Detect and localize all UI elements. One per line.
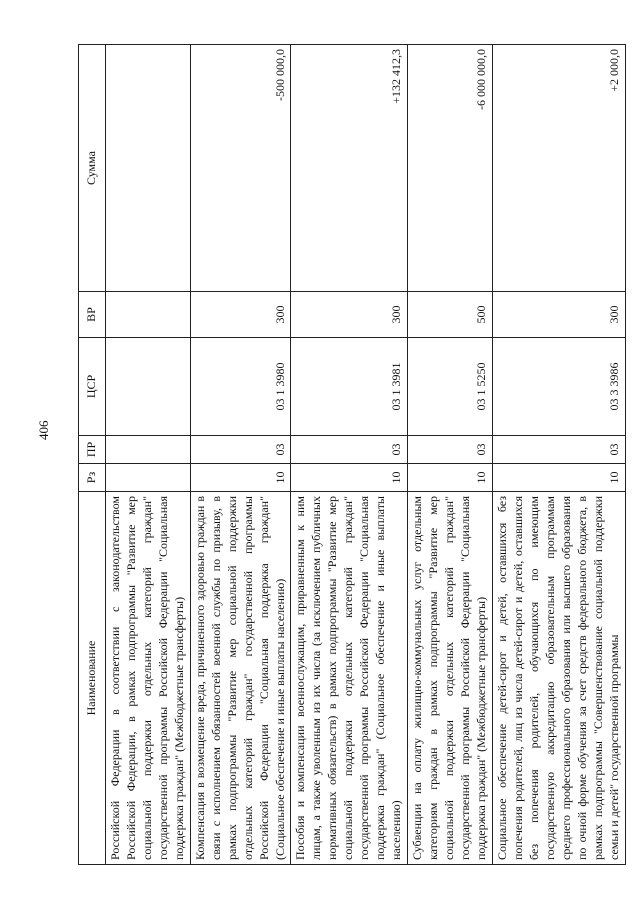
row-name: Компенсация в возмещение вреда, причиненного здоровью граждан в связи с исполнением обязанностей военной службы по призыву, в рамках подпрограммы "Развитие мер социальной поддержки отдельных категорий граждан" государственной программы Российской Федерации "Социальная поддержка граждан" (Социальное обеспечение и иные выплаты населению) xyxy=(190,492,291,865)
row-rz: 10 xyxy=(291,464,408,492)
row-sum: +132 412,3 xyxy=(291,45,408,292)
row-csr: 03 1 5250 xyxy=(408,338,493,436)
row-csr: 03 3 3986 xyxy=(492,338,625,436)
table-row xyxy=(190,45,291,865)
header-vr: ВР xyxy=(79,292,106,338)
table-row xyxy=(408,45,493,865)
row-vr: 300 xyxy=(492,292,625,338)
row-csr xyxy=(106,338,191,436)
row-rz: 10 xyxy=(408,464,493,492)
table-row xyxy=(492,45,625,865)
row-name: Субвенции на оплату жилищно-коммунальных услуг отдельным категориям граждан в рамках подпрограммы "Развитие мер социальной поддержки отдельных категорий граждан" государственной программы Российской Федерации "Социальная поддержка граждан" (Межбюджетные трансферты) xyxy=(408,492,493,865)
row-csr: 03 1 3981 xyxy=(291,338,408,436)
row-vr: 500 xyxy=(408,292,493,338)
header-name: Наименование xyxy=(79,492,106,865)
row-pr: 03 xyxy=(408,436,493,464)
row-vr xyxy=(106,292,191,338)
table-header-row xyxy=(79,45,106,865)
row-name: Пособия и компенсации военнослужащим, приравненным к ним лицам, а также уволенным из их числа (за исключением публичных нормативных обязательств) в рамках подпрограммы "Развитие мер социальной поддержки отдельных категорий граждан" государственной программы Российской Федерации "Социальная поддержка граждан" (Социальное обеспечение и иные выплаты населению) xyxy=(291,492,408,865)
row-pr xyxy=(106,436,191,464)
budget-table xyxy=(78,44,626,865)
row-vr: 300 xyxy=(291,292,408,338)
row-sum: -6 000 000,0 xyxy=(408,45,493,292)
row-pr: 03 xyxy=(190,436,291,464)
row-pr: 03 xyxy=(291,436,408,464)
row-csr: 03 1 3980 xyxy=(190,338,291,436)
row-sum xyxy=(106,45,191,292)
row-rz xyxy=(106,464,191,492)
header-rz: Рз xyxy=(79,464,106,492)
page-number: 406 xyxy=(36,420,51,440)
table-row xyxy=(106,45,191,865)
row-name: Российской Федерации в соответствии с законодательством Российской Федерации, в рамках подпрограммы "Развитие мер социальной поддержки отдельных категорий граждан" государственной программы Российской Федерации "Социальная поддержка граждан" (Межбюджетные трансферты) xyxy=(106,492,191,865)
header-csr: ЦСР xyxy=(79,338,106,436)
rotated-page-content xyxy=(78,45,623,865)
header-sum: Сумма xyxy=(79,45,106,292)
row-sum: +2 000,0 xyxy=(492,45,625,292)
row-vr: 300 xyxy=(190,292,291,338)
row-sum: -500 000,0 xyxy=(190,45,291,292)
row-pr: 03 xyxy=(492,436,625,464)
header-pr: ПР xyxy=(79,436,106,464)
table-row xyxy=(291,45,408,865)
row-rz: 10 xyxy=(190,464,291,492)
row-rz: 10 xyxy=(492,464,625,492)
row-name: Социальное обеспечение детей-сирот и детей, оставшихся без попечения родителей, лиц из числа детей-сирот и детей, оставшихся без попечения родителей, обучающихся по имеющим государственную аккредитацию образовательным программам среднего профессионального образования или высшего образования по очной форме обучения за счет средств федерального бюджета, в рамках подпрограммы "Совершенствование социальной поддержки семьи и детей" государственной программы xyxy=(492,492,625,865)
